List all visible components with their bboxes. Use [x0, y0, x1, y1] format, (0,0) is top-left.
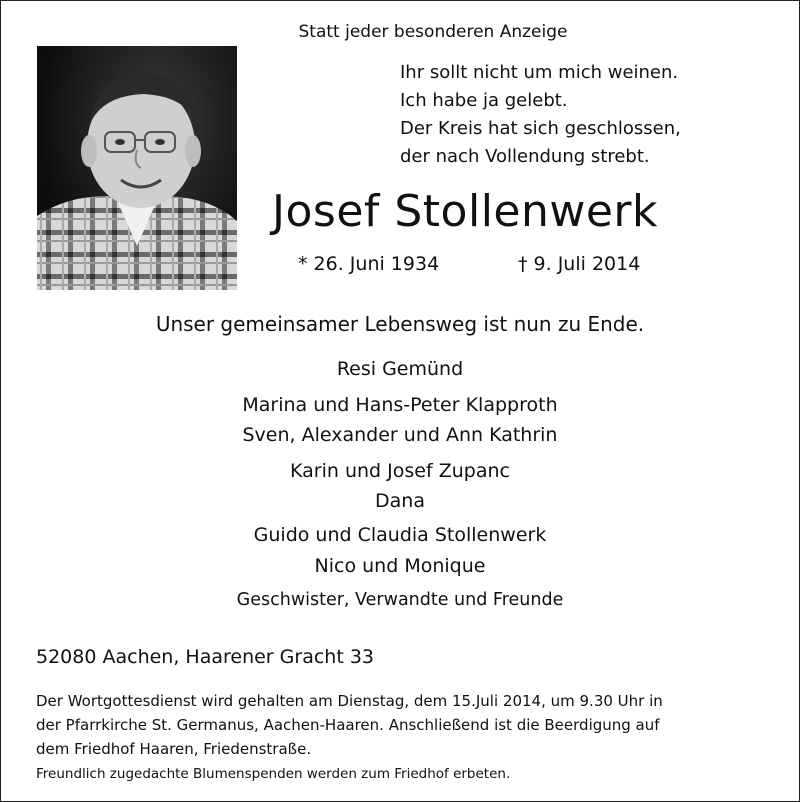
- mourner-line: Nico und Monique: [314, 555, 486, 577]
- mourner-line: Resi Gemünd: [336, 358, 464, 380]
- portrait-illustration: [37, 46, 237, 290]
- poem-line: Ich habe ja gelebt.: [400, 90, 568, 111]
- poem-line: Ihr sollt nicht um mich weinen.: [400, 62, 679, 83]
- notice-heading: Statt jeder besonderen Anzeige: [298, 22, 568, 42]
- birth-date: * 26. Juni 1934: [298, 253, 440, 275]
- poem-line: der nach Vollendung strebt.: [400, 146, 650, 167]
- address: 52080 Aachen, Haarener Gracht 33: [36, 646, 374, 668]
- mourner-line: Geschwister, Verwandte und Freunde: [236, 590, 564, 610]
- service-line: der Pfarrkirche St. Germanus, Aachen-Haaren. Anschließend ist die Beerdigung auf: [36, 716, 660, 734]
- deceased-name: Josef Stollenwerk: [272, 186, 659, 237]
- mourner-line: Karin und Josef Zupanc: [290, 460, 510, 482]
- mourner-line: Dana: [375, 490, 425, 512]
- closing-line: Unser gemeinsamer Lebensweg ist nun zu Ende.: [155, 312, 645, 336]
- service-line: Der Wortgottesdienst wird gehalten am Dienstag, dem 15.Juli 2014, um 9.30 Uhr in: [36, 692, 663, 710]
- flowers-note: Freundlich zugedachte Blumenspenden werden zum Friedhof erbeten.: [36, 766, 511, 782]
- mourner-line: Marina und Hans-Peter Klapproth: [242, 394, 558, 416]
- mourner-line: Sven, Alexander und Ann Kathrin: [242, 424, 558, 446]
- service-line: dem Friedhof Haaren, Friedenstraße.: [36, 740, 312, 758]
- mourner-line: Guido und Claudia Stollenwerk: [253, 524, 547, 546]
- poem-line: Der Kreis hat sich geschlossen,: [400, 118, 681, 139]
- death-date: † 9. Juli 2014: [518, 253, 641, 275]
- portrait-photo: [37, 46, 237, 290]
